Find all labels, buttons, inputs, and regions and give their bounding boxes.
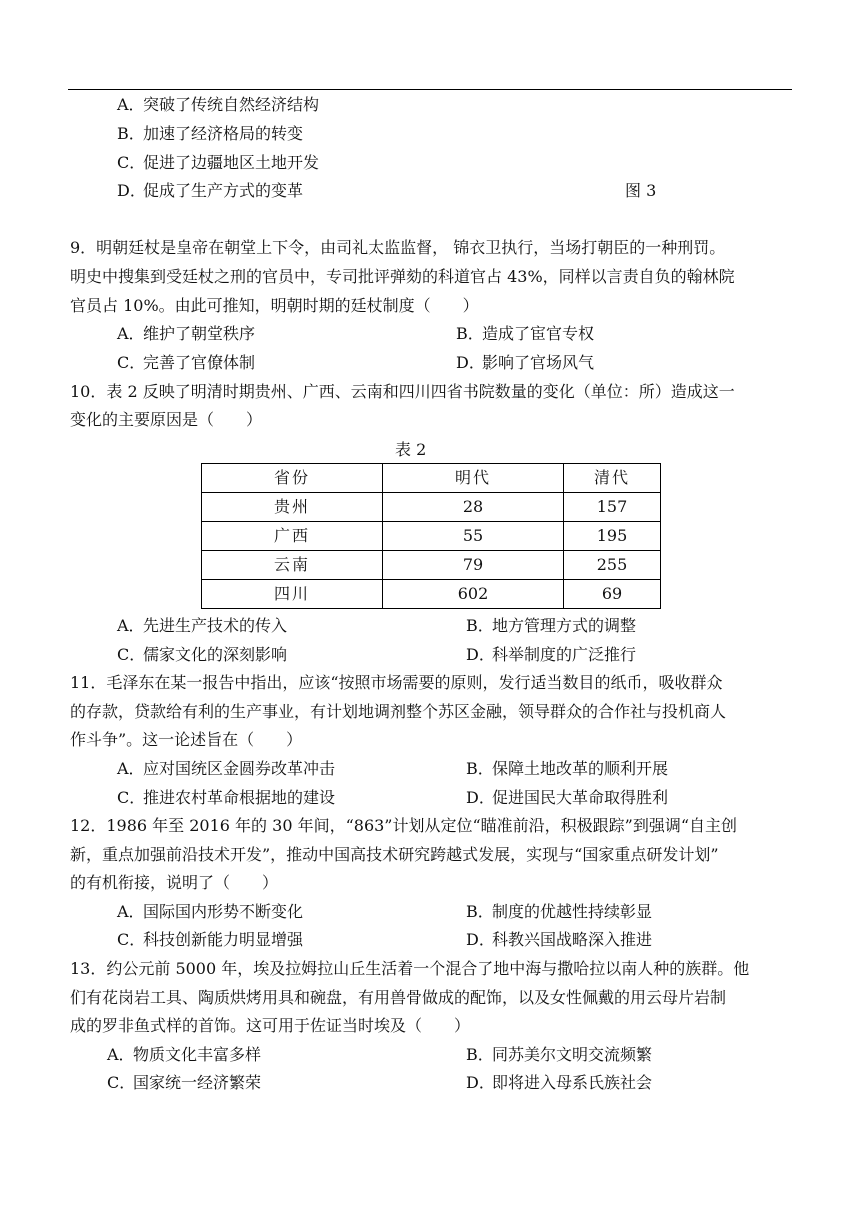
cell-ming: 55: [383, 522, 564, 551]
header-ming: 明代: [383, 464, 564, 493]
q12-stem-line-3: 的有机衔接，说明了（ ）: [70, 873, 279, 892]
q13-stem-line-1: 13．约公元前 5000 年，埃及拉姆拉山丘生活着一个混合了地中海与撒哈拉以南人种的族群。他: [70, 959, 750, 978]
q12-option-b[interactable]: B．制度的优越性持续彰显: [466, 902, 653, 921]
q10-option-d[interactable]: D．科举制度的广泛推行: [466, 645, 637, 664]
q9-stem-line-2: 明史中搜集到受廷杖之刑的官员中，专司批评弹劾的科道官占 43%，同样以言责自负的翰林院: [70, 267, 735, 286]
header-rule: [68, 89, 792, 90]
cell-ming: 79: [383, 551, 564, 580]
q9-option-c[interactable]: C．完善了官僚体制: [117, 353, 256, 372]
q9-option-a[interactable]: A．维护了朝堂秩序: [117, 324, 256, 343]
q12-option-a[interactable]: A．国际国内形势不断变化: [117, 902, 304, 921]
q12-option-d[interactable]: D．科教兴国战略深入推进: [466, 930, 653, 949]
q9-stem-line-3: 官员占 10%。由此可推知，明朝时期的廷杖制度（ ）: [70, 296, 479, 315]
q13-option-c[interactable]: C．国家统一经济繁荣: [107, 1073, 262, 1092]
q10-option-a[interactable]: A．先进生产技术的传入: [117, 616, 288, 635]
q10-stem-line-2: 变化的主要原因是（ ）: [70, 410, 263, 429]
cell-qing: 195: [564, 522, 661, 551]
q13-option-d[interactable]: D．即将进入母系氏族社会: [466, 1073, 653, 1092]
q9-stem-line-1: 9．明朝廷杖是皇帝在朝堂上下令，由司礼太监监督， 锦衣卫执行，当场打朝臣的一种刑罚。: [70, 238, 726, 257]
q9-option-d[interactable]: D．影响了官场风气: [456, 353, 595, 372]
q10-option-c[interactable]: C．儒家文化的深刻影响: [117, 645, 288, 664]
q11-stem-line-1: 11．毛泽东在某一报告中指出，应该“按照市场需要的原则，发行适当数目的纸币，吸收群众: [70, 673, 723, 692]
q11-option-a[interactable]: A．应对国统区金圆券改革冲击: [117, 759, 336, 778]
cell-qing: 69: [564, 580, 661, 609]
q12-stem-line-2: 新，重点加强前沿技术开发”，推动中国高技术研究跨越式发展，实现与“国家重点研发计划”: [70, 845, 719, 864]
figure-label: 图 3: [625, 181, 657, 200]
q11-option-b[interactable]: B．保障土地改革的顺利开展: [466, 759, 669, 778]
q11-option-d[interactable]: D．促进国民大革命取得胜利: [466, 788, 669, 807]
table-header-row: [202, 464, 661, 493]
q8-option-a[interactable]: A．突破了传统自然经济结构: [117, 95, 320, 114]
table-row: [202, 551, 661, 580]
table-caption: 表 2: [395, 440, 427, 459]
cell-province: 贵州: [202, 493, 383, 522]
q13-option-b[interactable]: B．同苏美尔文明交流频繁: [466, 1045, 653, 1064]
q11-stem-line-2: 的存款，贷款给有利的生产事业，有计划地调剂整个苏区金融，领导群众的合作社与投机商人: [70, 702, 727, 721]
q9-option-b[interactable]: B．造成了宦官专权: [456, 324, 595, 343]
province-academy-table: [201, 463, 661, 609]
q11-stem-line-3: 作斗争”。这一论述旨在（ ）: [70, 730, 303, 749]
q8-option-b[interactable]: B．加速了经济格局的转变: [117, 124, 304, 143]
cell-qing: 157: [564, 493, 661, 522]
q12-option-c[interactable]: C．科技创新能力明显增强: [117, 930, 304, 949]
table-row: [202, 493, 661, 522]
cell-province: 广西: [202, 522, 383, 551]
table-row: [202, 522, 661, 551]
q13-stem-line-2: 们有花岗岩工具、陶质烘烤用具和碗盘，有用兽骨做成的配饰，以及女性佩戴的用云母片岩制: [70, 988, 727, 1007]
cell-ming: 602: [383, 580, 564, 609]
q13-option-a[interactable]: A．物质文化丰富多样: [107, 1045, 262, 1064]
cell-province: 云南: [202, 551, 383, 580]
q8-option-c[interactable]: C．促进了边疆地区土地开发: [117, 153, 320, 172]
cell-ming: 28: [383, 493, 564, 522]
table-row: [202, 580, 661, 609]
q8-option-d[interactable]: D．促成了生产方式的变革: [117, 181, 304, 200]
q10-option-b[interactable]: B．地方管理方式的调整: [466, 616, 637, 635]
q10-stem-line-1: 10．表 2 反映了明清时期贵州、广西、云南和四川四省书院数量的变化（单位：所）造成这一: [70, 382, 735, 401]
cell-province: 四川: [202, 580, 383, 609]
q12-stem-line-1: 12．1986 年至 2016 年的 30 年间，“863”计划从定位“瞄准前沿，积极跟踪”到强调“自主创: [70, 816, 738, 835]
q11-option-c[interactable]: C．推进农村革命根据地的建设: [117, 788, 336, 807]
q13-stem-line-3: 成的罗非鱼式样的首饰。这可用于佐证当时埃及（ ）: [70, 1016, 471, 1035]
header-qing: 清代: [564, 464, 661, 493]
cell-qing: 255: [564, 551, 661, 580]
header-province: 省份: [202, 464, 383, 493]
